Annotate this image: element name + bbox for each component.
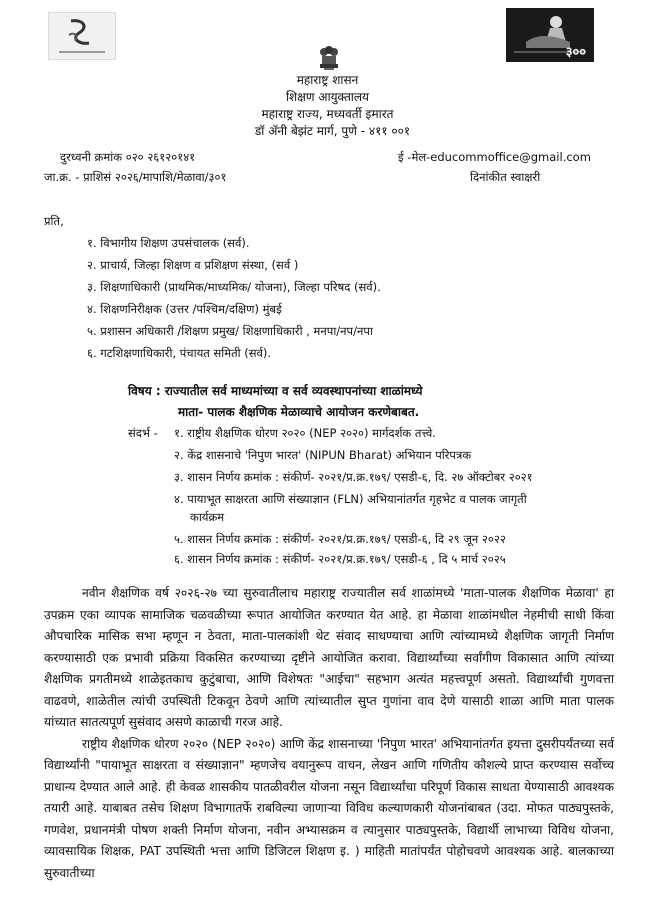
reference-item: ४. पायाभूत साक्षरता आणि संख्याज्ञान (FLN) अभियानांतर्गत गृहभेट व पालक जागृती (174, 492, 527, 506)
email-line: ई -मेल-educommoffice@gmail.com (398, 150, 591, 164)
date-note: दिनांकीत स्वाक्षरी (470, 170, 541, 184)
reference-item-continued: कार्यक्रम (190, 510, 225, 524)
reference-item: ५. शासन निर्णय क्रमांक : संकीर्ण- २०२१/प्र.क्र.१७९/ एसडी-६, दि २९ जून २०२२ (174, 532, 506, 546)
body-paragraph: राष्ट्रीय शैक्षणिक धोरण २०२० (NEP २०२०) आणि केंद्र शासनाच्या 'निपुण भारत' अभियानांतर्गत इयत्ता दुसरीपर्यंतच्या सर्व विद्यार्थ्यांनी "पायाभूत साक्षरता व संख्याज्ञान" म्हणजेच वयानुरूप वाचन, लेखन आणि गणितीय कौशल्ये प्राप्त करण्यास सर्वोच्च प्राधान्य देण्यात आले आहे. ही केवळ शासकीय पातळीवरील योजना नसून विद्यार्थ्यांचा परिपूर्ण विकास साधता येण्यासाठी आवश्यक तयारी आहे. याबाबत तसेच शिक्षण विभागातर्फे राबविल्या जाणाऱ्या विविध कल्याणकारी योजनांबाबत (उदा. मोफत पाठ्यपुस्तके, गणवेश, प्रधानमंत्री पोषण शक्ती निर्माण योजना, नवीन अभ्यासक्रम व त्यानुसार पाठ्यपुस्तके, विद्यार्थी लाभाच्या विविध योजना, व्यावसायिक शिक्षक, PAT उपस्थिती भत्ता आणि डिजिटल शिक्षण इ. ) माहिती मातांपर्यंत पोहोचवणे आवश्यक आहे. बालकाच्या सुरुवातीच्या (44, 736, 614, 880)
body-paragraph: नवीन शैक्षणिक वर्ष २०२६-२७ च्या सुरुवातीलाच महाराष्ट्र राज्यातील सर्व शाळांमध्ये 'माता-पालक शैक्षणिक मेळावा' हा उपक्रम एका व्यापक सामाजिक चळवळीच्या रूपात आयोजित करण्यात येत आहे. हा मेळावा शाळांमधील नेहमीची साधी किंवा औपचारिक मासिक सभा म्हणून न ठेवता, माता-पालकांशी थेट संवाद साधण्याचा आणि त्यांच्यामध्ये शैक्षणिक जागृती निर्माण करण्यासाठी एक प्रभावी प्रक्रिया विकसित करण्याच्या दृष्टीने आयोजित करावा. विद्यार्थ्यांच्या सर्वांगीण विकासात आणि त्यांच्या शैक्षणिक प्रगतीमध्ये शाळेइतकाच कुटुंबाचा, आणि विशेषतः "आईचा" सहभाग अत्यंत महत्त्वपूर्ण असतो. विद्यार्थ्यांची गुणवत्ता वाढवणे, शाळेतील त्यांची उपस्थिती टिकवून ठेवणे आणि त्यांच्यातील सुप्त गुणांना वाव देणे यासाठी शाळा आणि माता पालक यांच्यात सातत्यपूर्ण सुसंवाद असणे काळाची गरज आहे. (44, 586, 614, 729)
reference-item: ६. शासन निर्णय क्रमांक : संकीर्ण- २०२१/प्र.क्र.१७९/ एसडी-६ , दि ५ मार्च २०२५ (174, 552, 506, 566)
reference-label: संदर्भ - (128, 426, 158, 440)
reference-item: १. राष्ट्रीय शैक्षणिक धोरण २०२० (NEP २०२०) मार्गदर्शक तत्त्वे. (174, 426, 436, 440)
emblem-icon (316, 44, 342, 72)
reference-item: २. केंद्र शासनाचे 'निपुण भारत' (NIPUN Bharat) अभियान परिपत्रक (174, 448, 472, 462)
recipient-item: ५. प्रशासन अधिकारी /शिक्षण प्रमुख/ शिक्षणाधिकारी , मनपा/नप/नपा (87, 324, 373, 338)
org-line1: महाराष्ट्र शासन (296, 73, 359, 87)
phone-line: दुरध्वनी क्रमांक ०२० २६१२०१४१ (60, 150, 196, 164)
recipient-item: ६. गटशिक्षणाधिकारी, पंचायत समिती (सर्व). (87, 346, 272, 360)
left-logo-graphic (49, 13, 115, 59)
salutation: प्रति, (44, 214, 64, 228)
right-logo-number: ३०० (565, 45, 586, 60)
body-text (44, 583, 614, 884)
subject-line1: विषय : राज्यातील सर्व माध्यमांच्या व सर्व व्यवस्थापनांच्या शाळांमध्ये (128, 384, 423, 398)
left-logo (48, 12, 116, 60)
reference-item: ३. शासन निर्णय क्रमांक : संकीर्ण- २०२१/प्र.क्र.१७९/ एसडी-६, दि. २७ ऑक्टोबर २०२१ (174, 470, 533, 484)
recipient-item: ३. शिक्षणाधिकारी (प्राथमिक/माध्यमिक/ योजना), जिल्हा परिषद (सर्व). (87, 280, 381, 294)
org-line3: महाराष्ट्र राज्य, मध्यवर्ती इमारत (261, 107, 394, 121)
state-emblem (316, 44, 342, 72)
org-line4: डॉ ॲनी बेझंट मार्ग, पुणे - ४११ ००१ (254, 124, 411, 138)
header-address (200, 72, 455, 140)
reference-number: जा.क्र. - प्राशिसं २०२६/मापाशि/मेळावा/३०१ (44, 170, 227, 184)
subject-line2: माता- पालक शैक्षणिक मेळाव्याचे आयोजन करणेबाबत. (178, 405, 420, 419)
right-logo (506, 8, 594, 62)
recipient-item: २. प्राचार्य, जिल्हा शिक्षण व प्रशिक्षण संस्था, (सर्व ) (87, 258, 299, 272)
recipient-item: ४. शिक्षणनिरीक्षक (उत्तर /पश्चिम/दक्षिण) मुंबई (87, 302, 282, 316)
org-line2: शिक्षण आयुक्तालय (285, 90, 370, 104)
recipient-item: १. विभागीय शिक्षण उपसंचालक (सर्व). (87, 236, 250, 250)
